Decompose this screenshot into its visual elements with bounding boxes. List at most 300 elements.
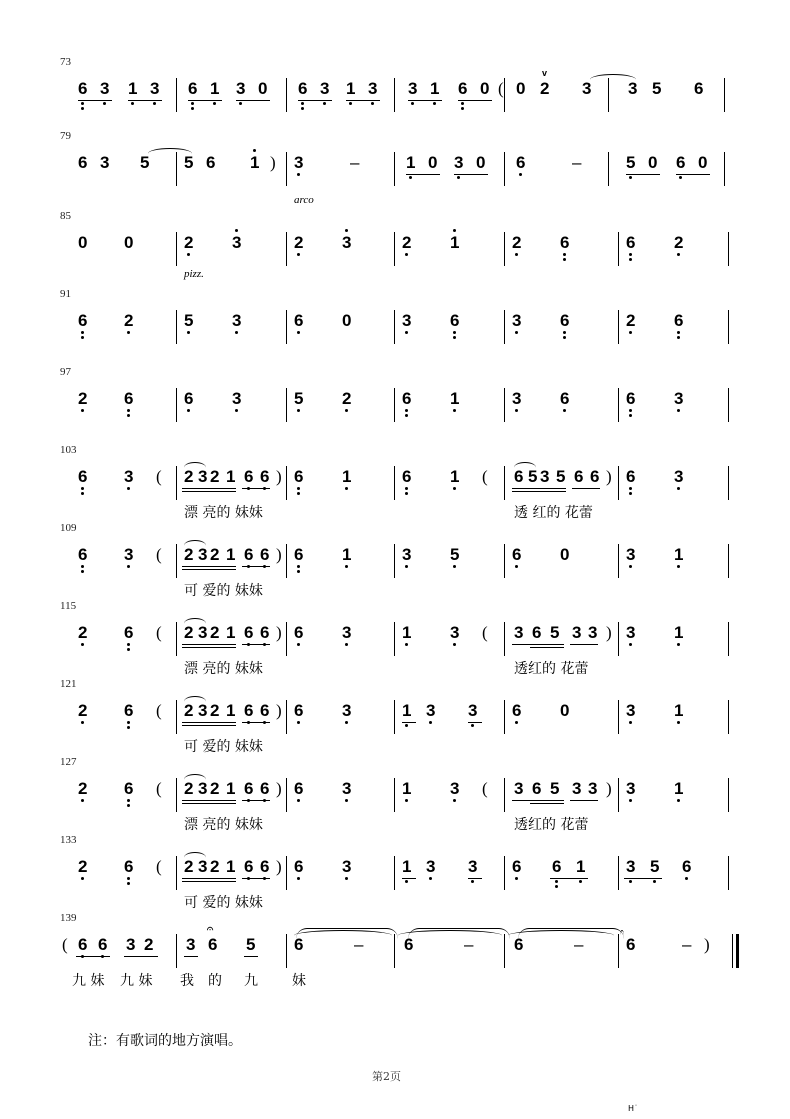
note-digit: 1 (674, 702, 683, 720)
note-digit: 5 (246, 935, 256, 954)
duration-underline (406, 174, 440, 175)
duration-underline (402, 878, 416, 879)
note-digit: 3 (150, 80, 159, 98)
note-digit: 2 (294, 234, 303, 252)
note (626, 624, 635, 656)
note (402, 468, 411, 500)
octave-dots-low (127, 799, 130, 809)
note (150, 80, 159, 112)
octave-dots-low (153, 102, 156, 107)
barline (394, 310, 395, 344)
note-digit: 2 (78, 702, 87, 720)
octave-dots-low (405, 643, 408, 648)
note-digit: 3 (100, 80, 109, 98)
note (540, 68, 550, 112)
duration-underline (128, 100, 162, 101)
duration-underline (236, 100, 270, 101)
octave-dots-low (629, 565, 632, 570)
note (244, 624, 253, 656)
barline (728, 232, 729, 266)
note-digit: 6 (188, 80, 197, 98)
parenthesis (606, 780, 612, 812)
measure-number: 79 (60, 130, 71, 142)
note-digit: 3 (426, 858, 435, 876)
note-digit: 3 (294, 154, 303, 172)
sustain-dash (350, 154, 359, 186)
staff-system (0, 834, 790, 912)
note (512, 858, 521, 890)
duration-underline (572, 488, 600, 489)
note (294, 468, 303, 500)
note-digit: 6 (682, 858, 691, 876)
paren-glyph: ) (276, 701, 282, 720)
parenthesis (270, 154, 276, 186)
note-digit: 3 (512, 312, 521, 330)
sustain-dash (682, 936, 691, 968)
lyric-text: 漂 亮的 妹妹 (184, 661, 263, 677)
note (226, 468, 235, 500)
note (124, 390, 133, 422)
note-digit: 6 (244, 546, 253, 564)
barline (504, 622, 505, 656)
note-digit: 6 (516, 154, 525, 172)
note-digit: 6 (294, 468, 303, 486)
barline (618, 232, 619, 266)
slur (184, 852, 206, 863)
note (232, 390, 241, 422)
note (532, 624, 541, 656)
note-digit: 2 (144, 935, 154, 954)
note-digit: 6 (260, 546, 269, 564)
note (648, 154, 657, 186)
duration-underline (76, 956, 110, 957)
note (244, 546, 253, 578)
note-digit: 3 (342, 780, 351, 798)
note-digit: 6 (78, 546, 87, 564)
note-digit: 5 (184, 153, 194, 172)
note (236, 80, 245, 112)
note-digit: 6 (98, 936, 107, 954)
parenthesis (606, 624, 612, 656)
parenthesis (606, 468, 612, 500)
note-digit: 1 (402, 780, 411, 798)
note (572, 780, 581, 812)
note-digit: 0 (78, 233, 88, 252)
octave-dots-low (629, 880, 632, 885)
octave-dots-low (297, 173, 300, 178)
octave-dots-low (405, 487, 408, 497)
note-digit: 3 (514, 623, 524, 642)
barline (504, 778, 505, 812)
note (210, 468, 219, 500)
octave-dots-low (297, 799, 300, 804)
note (260, 780, 269, 812)
octave-dots-low (679, 176, 682, 181)
barline (728, 310, 729, 344)
barline (618, 700, 619, 734)
note-digit: 5 (294, 390, 303, 408)
slur (148, 148, 192, 159)
octave-dots-low (405, 880, 408, 885)
sustain-dash (572, 154, 581, 186)
octave-dots-low (629, 487, 632, 497)
note (298, 80, 307, 112)
octave-dots-low (453, 409, 456, 414)
note (246, 936, 255, 968)
note (698, 154, 707, 186)
note (226, 546, 235, 578)
note-digit: 3 (320, 80, 329, 98)
note (402, 546, 411, 578)
note-digit: 0 (648, 153, 658, 172)
note-digit: 5 (650, 858, 659, 876)
octave-dots-low (297, 253, 300, 258)
note (674, 390, 683, 422)
measure-number: 127 (60, 756, 77, 768)
note (560, 546, 569, 578)
barline (618, 934, 619, 968)
barline (286, 778, 287, 812)
note (78, 390, 87, 422)
duration-underline-double (530, 647, 564, 648)
paren-glyph: ( (156, 857, 162, 876)
note (78, 546, 87, 578)
octave-dots-low (677, 409, 680, 414)
note-digit: 3 (674, 390, 683, 408)
barline (504, 700, 505, 734)
note (590, 468, 599, 500)
note-digit: 1 (210, 80, 219, 98)
duration-underline (182, 488, 236, 489)
note-digit: 3 (674, 468, 683, 486)
note-digit: 0 (476, 153, 486, 172)
note (476, 154, 485, 186)
note-digit: 6 (184, 390, 193, 408)
octave-dots-low (371, 102, 374, 107)
note (426, 858, 435, 890)
note (232, 312, 241, 344)
staff-system (0, 600, 790, 678)
octave-dots-low (297, 721, 300, 726)
duration-underline (458, 100, 492, 101)
note-digit: – (572, 153, 582, 172)
note (342, 468, 351, 500)
lyric-text: 透 红的 花蕾 (514, 505, 593, 521)
parenthesis (156, 702, 162, 734)
barline (286, 232, 287, 266)
note-digit: 3 (512, 390, 521, 408)
note-digit: – (464, 935, 474, 954)
note (450, 390, 459, 422)
note-digit: 3 (468, 858, 477, 876)
octave-dots-low (131, 102, 134, 107)
duration-underline (402, 722, 416, 723)
note-digit: 1 (342, 468, 351, 486)
octave-dots-low (515, 565, 518, 570)
note-digit: 3 (198, 623, 208, 642)
duration-underline (184, 956, 198, 957)
measure-number: 91 (60, 288, 71, 300)
measure-number: 103 (60, 444, 77, 456)
note-digit: 2 (78, 780, 87, 798)
staff-line (68, 460, 740, 521)
staff-line (68, 772, 740, 833)
barline (394, 700, 395, 734)
note-digit: 3 (236, 80, 245, 98)
note (450, 468, 459, 500)
octave-dots-low (297, 409, 300, 414)
note-digit: 5 (528, 467, 538, 486)
note (78, 80, 87, 112)
note-digit: 3 (198, 467, 208, 486)
paren-glyph: ( (482, 467, 488, 486)
note-digit: 3 (402, 312, 411, 330)
note (260, 624, 269, 656)
octave-dots-low (81, 102, 84, 112)
octave-dot-high (253, 149, 256, 152)
duration-underline (242, 878, 270, 879)
note (124, 624, 133, 656)
parenthesis (482, 624, 488, 656)
note (78, 312, 87, 344)
note (560, 390, 569, 422)
final-barline-thick (736, 934, 739, 968)
octave-dots-low (405, 565, 408, 570)
note (232, 234, 241, 266)
note-digit: 2 (342, 390, 351, 408)
fermata-icon: 𝄐 (207, 923, 214, 935)
duration-underline (124, 956, 158, 957)
note (294, 312, 303, 344)
note-digit: 6 (512, 702, 521, 720)
note-digit: 6 (532, 623, 542, 642)
octave-dots-low (301, 102, 304, 112)
note-digit: 6 (124, 390, 133, 408)
duration-underline (182, 878, 236, 879)
parenthesis (482, 780, 488, 812)
paren-glyph: ( (482, 623, 488, 642)
note-digit: 5 (556, 467, 566, 486)
note (626, 234, 635, 266)
note (650, 858, 659, 890)
octave-dots-low (81, 877, 84, 882)
note-digit: 6 (298, 80, 307, 98)
barline (394, 934, 395, 968)
note (430, 80, 439, 112)
note-digit: 1 (674, 624, 683, 642)
paren-glyph: ( (156, 779, 162, 798)
barline (176, 544, 177, 578)
octave-dots-low (629, 331, 632, 336)
tie (518, 928, 624, 939)
note-digit: 1 (430, 80, 439, 98)
note (210, 80, 219, 112)
page-number: 第2页 (372, 1070, 401, 1083)
octave-dots-low (297, 877, 300, 882)
slur (514, 462, 536, 473)
note (450, 312, 459, 344)
note-digit: 3 (450, 780, 459, 798)
note-digit: 6 (260, 624, 269, 642)
octave-dots-low (345, 487, 348, 492)
barline (608, 152, 609, 186)
paren-glyph: ) (704, 935, 710, 954)
note (226, 780, 235, 812)
note (124, 858, 133, 890)
octave-dots-low (461, 102, 464, 112)
barline (286, 152, 287, 186)
duration-underline-double (182, 881, 236, 882)
octave-dots-low (515, 331, 518, 336)
note (512, 312, 521, 344)
note (556, 468, 565, 500)
note-digit: 6 (626, 468, 635, 486)
parenthesis (156, 546, 162, 578)
octave-dots-low (323, 102, 326, 107)
paren-glyph: ) (276, 779, 282, 798)
barline (286, 544, 287, 578)
note-digit: 2 (184, 545, 194, 564)
note-digit: 3 (626, 858, 635, 876)
note (560, 234, 569, 266)
final-barline-thin (732, 934, 733, 968)
octave-dots-low (677, 565, 680, 570)
staff-line (68, 146, 740, 206)
octave-dots-low (677, 331, 680, 341)
note (626, 546, 635, 578)
measure-number: 115 (60, 600, 77, 612)
note-digit: 6 (124, 858, 133, 876)
slur (184, 462, 206, 473)
note (512, 390, 521, 422)
barline (618, 778, 619, 812)
note (674, 780, 683, 812)
note (320, 80, 329, 112)
note (512, 702, 521, 734)
note-digit: 1 (402, 624, 411, 642)
note-digit: 6 (626, 234, 635, 252)
note-digit: – (350, 153, 360, 172)
note-digit: 1 (674, 780, 683, 798)
measure-number: 85 (60, 210, 71, 222)
note-digit: 3 (582, 79, 592, 98)
barline (504, 152, 505, 186)
note (260, 468, 269, 500)
footnote: 注：有歌词的地方演唱。 (88, 1033, 242, 1049)
note-digit: 3 (588, 779, 598, 798)
octave-dots-low (411, 102, 414, 107)
corner-mark: H˙ (628, 1104, 639, 1113)
staff-line (68, 226, 740, 280)
note (408, 80, 417, 112)
parenthesis (156, 780, 162, 812)
note-digit: 6 (78, 468, 87, 486)
note-digit: 2 (210, 857, 220, 876)
note (250, 154, 259, 186)
note (576, 858, 585, 890)
parenthesis (704, 936, 710, 968)
note (78, 936, 87, 968)
note (626, 154, 635, 186)
staff-line (68, 694, 740, 755)
duration-underline (676, 174, 710, 175)
note (294, 858, 303, 890)
barline (176, 622, 177, 656)
note-digit: – (354, 935, 364, 954)
note (674, 546, 683, 578)
paren-glyph: ( (156, 467, 162, 486)
note (128, 80, 137, 112)
note-digit: 6 (206, 153, 216, 172)
breath-mark-icon: v (542, 68, 548, 78)
note (676, 154, 685, 186)
note-digit: 3 (450, 624, 459, 642)
paren-glyph: ) (276, 623, 282, 642)
paren-glyph: ( (156, 623, 162, 642)
duration-underline (626, 174, 660, 175)
note (588, 780, 597, 812)
note (560, 702, 569, 734)
barline (504, 388, 505, 422)
note (210, 546, 219, 578)
note-digit: 3 (198, 857, 208, 876)
note (694, 80, 703, 112)
octave-dots-low (409, 176, 412, 181)
note (342, 546, 351, 578)
paren-glyph: ) (606, 623, 612, 642)
note-digit: 2 (184, 779, 194, 798)
note-digit: 6 (590, 467, 600, 486)
note-digit: 3 (198, 779, 208, 798)
octave-dot-high (453, 229, 456, 232)
lyric-text: 我 (180, 973, 194, 989)
note-digit: 3 (232, 390, 241, 408)
duration-underline (182, 800, 236, 801)
note (210, 624, 219, 656)
lyric-text: 九 (244, 973, 258, 989)
staff-system (0, 912, 790, 990)
octave-dots-low (677, 253, 680, 258)
octave-dots-low (81, 643, 84, 648)
note-digit: 0 (428, 153, 438, 172)
octave-dots-low (81, 409, 84, 414)
barline (504, 466, 505, 500)
note-digit: 0 (124, 233, 134, 252)
octave-dots-low (629, 176, 632, 181)
note-digit: 3 (626, 546, 635, 564)
paren-glyph: ) (270, 153, 276, 172)
barline (286, 466, 287, 500)
paren-glyph: ( (62, 935, 68, 954)
measure-number: 73 (60, 56, 71, 68)
note (450, 234, 459, 266)
note-digit: 6 (78, 312, 87, 330)
barline (176, 778, 177, 812)
note-digit: 3 (100, 153, 110, 172)
barline (504, 934, 505, 968)
note (226, 624, 235, 656)
note-digit: 3 (368, 80, 377, 98)
octave-dot-high (345, 229, 348, 232)
note (206, 154, 215, 186)
note-digit: 1 (226, 467, 236, 486)
octave-dots-low (345, 565, 348, 570)
staff-system (0, 522, 790, 600)
slur (184, 540, 206, 551)
lyric-text: 妹 (292, 973, 306, 989)
note-digit: 6 (560, 390, 569, 408)
octave-dots-low (127, 565, 130, 570)
